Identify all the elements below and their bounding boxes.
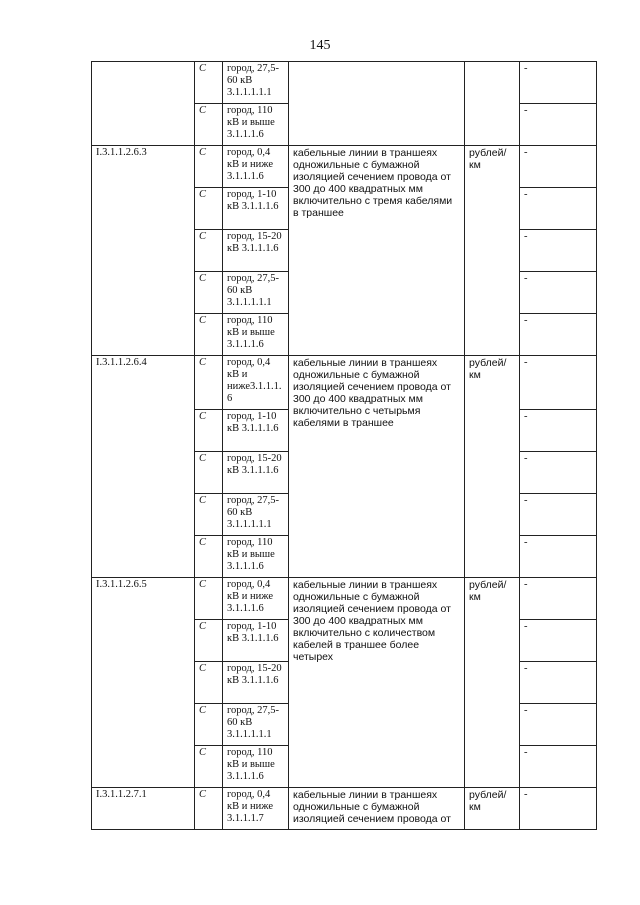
row-location: город, 0,4 кВ и ниже 3.1.1.1.6 [223,578,289,620]
table-row [92,788,597,830]
row-value: - [520,104,597,146]
row-value: - [520,578,597,620]
table-row [92,62,597,104]
row-code: I.3.1.1.2.6.3 [92,146,195,356]
row-location: город, 27,5-60 кВ 3.1.1.1.1.1 [223,704,289,746]
row-code: I.3.1.1.2.6.5 [92,578,195,788]
row-code [92,62,195,146]
row-value: - [520,536,597,578]
row-letter: С [195,62,223,104]
row-letter: С [195,410,223,452]
row-location: город, 27,5-60 кВ 3.1.1.1.1.1 [223,272,289,314]
row-value: - [520,410,597,452]
row-code: I.3.1.1.2.7.1 [92,788,195,830]
row-letter: С [195,104,223,146]
row-letter: С [195,314,223,356]
row-unit [465,62,520,146]
row-letter: С [195,494,223,536]
row-letter: С [195,188,223,230]
row-description: кабельные линии в траншеях одножильные с бумажной изоляцией сечением провода от 300 до 400 квадратных мм включительно с тремя кабелями в траншее [289,146,465,356]
row-letter: С [195,788,223,830]
row-value: - [520,494,597,536]
table-row [92,578,597,620]
row-value: - [520,788,597,830]
page-number: 145 [309,38,331,53]
row-value: - [520,272,597,314]
row-location: город, 15-20 кВ 3.1.1.1.6 [223,452,289,494]
table-row [92,356,597,410]
row-value: - [520,620,597,662]
row-letter: С [195,746,223,788]
row-letter: С [195,662,223,704]
table-row [92,146,597,188]
row-location: город, 27,5-60 кВ 3.1.1.1.1.1 [223,62,289,104]
row-letter: С [195,536,223,578]
row-location: город, 27,5-60 кВ 3.1.1.1.1.1 [223,494,289,536]
row-value: - [520,314,597,356]
row-unit: рублей/км [465,146,520,356]
row-letter: С [195,452,223,494]
row-description: кабельные линии в траншеях одножильные с бумажной изоляцией сечением провода от [289,788,465,830]
row-location: город, 1-10 кВ 3.1.1.1.6 [223,188,289,230]
row-value: - [520,746,597,788]
row-location: город, 1-10 кВ 3.1.1.1.6 [223,410,289,452]
row-unit: рублей/км [465,788,520,830]
row-location: город, 0,4 кВ и ниже 3.1.1.1.7 [223,788,289,830]
row-letter: С [195,620,223,662]
row-location: город, 110 кВ и выше 3.1.1.1.6 [223,104,289,146]
row-letter: С [195,578,223,620]
row-location: город, 0,4 кВ и ниже3.1.1.1.6 [223,356,289,410]
row-value: - [520,230,597,272]
row-value: - [520,704,597,746]
tariff-table [91,61,597,830]
row-letter: С [195,146,223,188]
row-location: город, 15-20 кВ 3.1.1.1.6 [223,662,289,704]
row-location: город, 110 кВ и выше 3.1.1.1.6 [223,314,289,356]
row-value: - [520,62,597,104]
row-location: город, 15-20 кВ 3.1.1.1.6 [223,230,289,272]
row-value: - [520,188,597,230]
row-location: город, 0,4 кВ и ниже 3.1.1.1.6 [223,146,289,188]
row-description: кабельные линии в траншеях одножильные с бумажной изоляцией сечением провода от 300 до 400 квадратных мм включительно с четырьмя кабелями в траншее [289,356,465,578]
row-unit: рублей/км [465,578,520,788]
row-letter: С [195,356,223,410]
row-description: кабельные линии в траншеях одножильные с бумажной изоляцией сечением провода от 300 до 400 квадратных мм включительно с количеством кабелей в траншее более четырех [289,578,465,788]
row-value: - [520,452,597,494]
row-value: - [520,662,597,704]
row-value: - [520,356,597,410]
row-description [289,62,465,146]
row-letter: С [195,704,223,746]
row-location: город, 110 кВ и выше 3.1.1.1.6 [223,746,289,788]
row-code: I.3.1.1.2.6.4 [92,356,195,578]
row-location: город, 1-10 кВ 3.1.1.1.6 [223,620,289,662]
row-location: город, 110 кВ и выше 3.1.1.1.6 [223,536,289,578]
row-letter: С [195,272,223,314]
row-letter: С [195,230,223,272]
row-value: - [520,146,597,188]
row-unit: рублей/км [465,356,520,578]
